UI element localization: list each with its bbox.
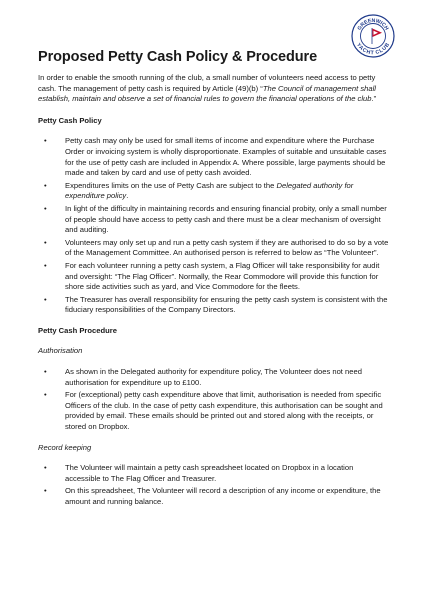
- authorisation-subheading: Authorisation: [38, 346, 83, 356]
- record-keeping-subheading: Record keeping: [38, 442, 92, 452]
- list-item: • In light of the difficulty in maintaining records and ensuring financial probity, only a small number of people should have access to petty cash and there must be a clear mechanism of oversight and auditing.: [44, 203, 387, 235]
- policy-reference: Delegated authority for expenditure policy: [65, 180, 354, 201]
- list-item: • The Volunteer will maintain a petty cash spreadsheet located on Dropbox in a location accessible to The Flag Officer and Treasurer.: [44, 463, 354, 483]
- list-item: • Expenditures limits on the use of Petty Cash are subject to the Delegated authority for expenditure policy.: [44, 180, 354, 201]
- authorisation-list: [38, 367, 390, 433]
- list-item: • Petty cash may only be used for small items of income and expenditure where the Purchase Order or invoicing system is wholly disproportionate. Examples of suitable and unsuitable cases for the use of petty cash are included in Appendix A. Where possible, large payments should be made and taken by card and use of petty cash avoided.: [44, 136, 387, 178]
- policy-heading: Petty Cash Policy: [38, 115, 102, 125]
- document-body: [38, 73, 390, 518]
- record-keeping-list: [38, 463, 390, 507]
- bullet-icon: •: [44, 463, 47, 473]
- logo-text-bottom: YACHT CLUB: [355, 42, 391, 57]
- list-item: • On this spreadsheet, The Volunteer will record a description of any income or expenditure, the amount and running balance.: [44, 486, 381, 506]
- bullet-icon: •: [44, 260, 47, 270]
- bullet-icon: •: [44, 486, 47, 496]
- list-item: • As shown in the Delegated authority for expenditure policy, The Volunteer does not need authorisation for expenditure up to £100.: [44, 367, 362, 387]
- list-item: • The Treasurer has overall responsibility for ensuring the petty cash system is consistent with the fiduciary responsibilities of the Company Directors.: [44, 294, 388, 315]
- bullet-icon: •: [44, 367, 47, 377]
- bullet-icon: •: [44, 294, 47, 304]
- list-item: • For (exceptional) petty cash expenditure above that limit, authorisation is needed from specific Officers of the club. In the case of petty cash expenditure, this authorisation can be sought and provided by email. These emails should be printed out and stored along with the receipts, or stored on Dropbox.: [44, 390, 383, 432]
- intro-paragraph: [38, 73, 390, 105]
- procedure-heading: Petty Cash Procedure: [38, 325, 117, 335]
- policy-list: [38, 136, 390, 316]
- bullet-icon: •: [44, 237, 47, 247]
- page-title: Proposed Petty Cash Policy & Procedure: [38, 49, 318, 65]
- list-item: • Volunteers may only set up and run a petty cash system if they are authorised to do so by a vote of the Management Committee. An authorised person is referred to below as “The Volunteer”.: [44, 237, 389, 258]
- bullet-icon: •: [44, 203, 47, 213]
- bullet-icon: •: [44, 136, 47, 146]
- club-logo: [351, 14, 395, 58]
- list-item: • For each volunteer running a petty cash system, a Flag Officer will take responsibility for audit and oversight: “The Flag Officer”. Normally, the Rear Commodore will provide this function for shore side activities such as yard, and Vice Commodore for the fleets.: [44, 260, 380, 292]
- logo-text-top: GREENWICH: [356, 17, 390, 32]
- intro-quote: The Council of management shall establish, maintain and observe a set of financial rules to govern the financial operations of the club: [38, 83, 376, 104]
- intro-text: In order to enable the smooth running of the club, a small number of volunteers need access to petty cash. The management of petty cash is required by Article (49)(b) “: [38, 73, 376, 93]
- bullet-icon: •: [44, 390, 47, 400]
- bullet-icon: •: [44, 180, 47, 190]
- intro-tail: .”: [371, 94, 377, 104]
